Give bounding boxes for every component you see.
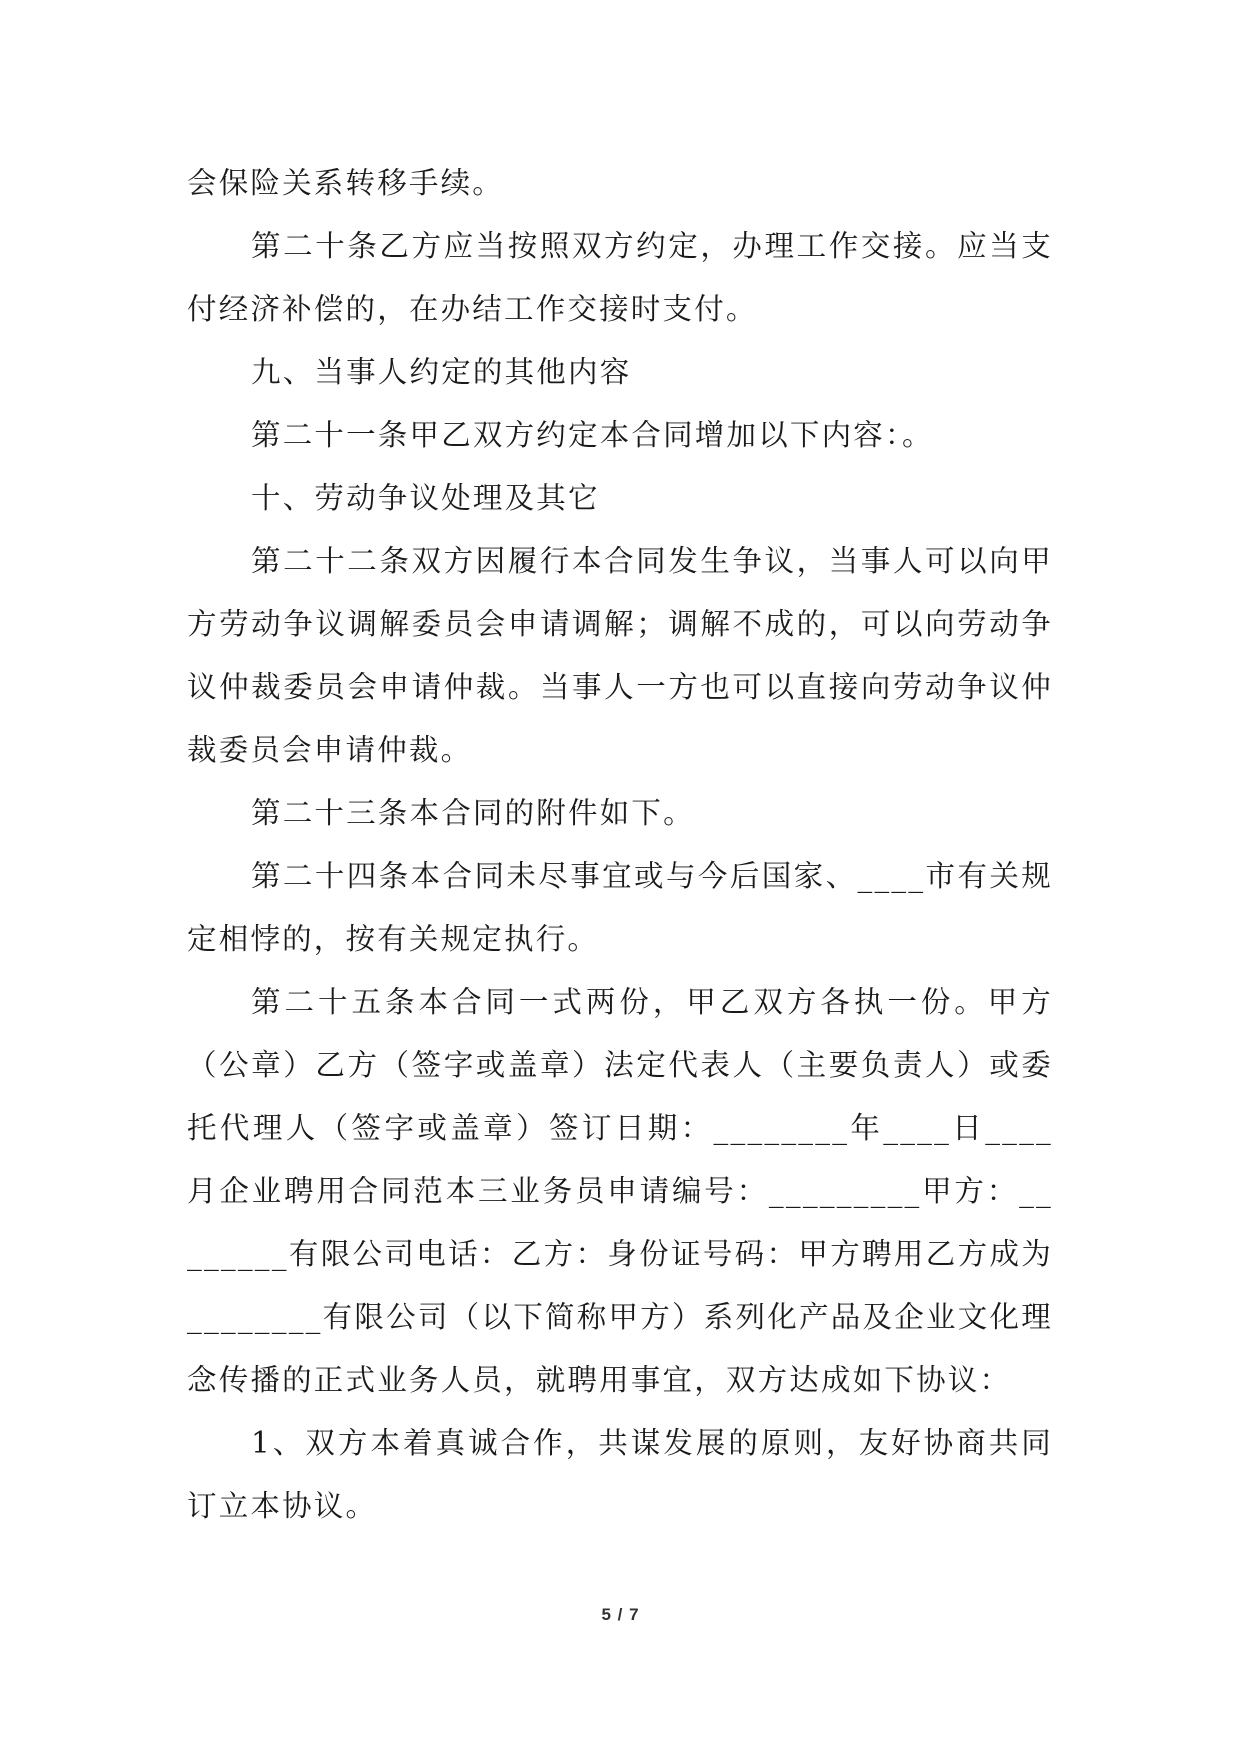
page-number: 5 / 7 <box>601 1605 640 1624</box>
document-body <box>187 152 1053 1538</box>
paragraph: 第二十二条双方因履行本合同发生争议，当事人可以向甲方劳动争议调解委员会申请调解；调解不成的，可以向劳动争议仲裁委员会申请仲裁。当事人一方也可以直接向劳动争议仲裁委员会申请仲裁。 <box>187 544 1053 767</box>
section-heading: 十、劳动争议处理及其它 <box>251 481 600 515</box>
paragraph: 第二十四条本合同未尽事宜或与今后国家、____市有关规定相悖的，按有关规定执行。 <box>187 859 1053 956</box>
paragraph: 会保险关系转移手续。 <box>187 166 505 200</box>
paragraph: 第二十三条本合同的附件如下。 <box>251 796 695 830</box>
paragraph: 第二十条乙方应当按照双方约定，办理工作交接。应当支付经济补偿的，在办结工作交接时支付。 <box>187 229 1053 326</box>
paragraph: 第二十五条本合同一式两份，甲乙双方各执一份。甲方（公章）乙方（签字或盖章）法定代表人（主要负责人）或委托代理人（签字或盖章）签订日期：________年____日____月企业聘用合同范本三业务员申请编号：_________甲方：________有限公司电话：乙方：身份证号码：甲方聘用乙方成为________有限公司（以下简称甲方）系列化产品及企业文化理念传播的正式业务人员，就聘用事宜，双方达成如下协议： <box>187 985 1053 1397</box>
paragraph: 1、双方本着真诚合作，共谋发展的原则，友好协商共同订立本协议。 <box>187 1426 1053 1523</box>
paragraph: 第二十一条甲乙双方约定本合同增加以下内容：。 <box>251 418 934 452</box>
section-heading: 九、当事人约定的其他内容 <box>251 355 632 389</box>
